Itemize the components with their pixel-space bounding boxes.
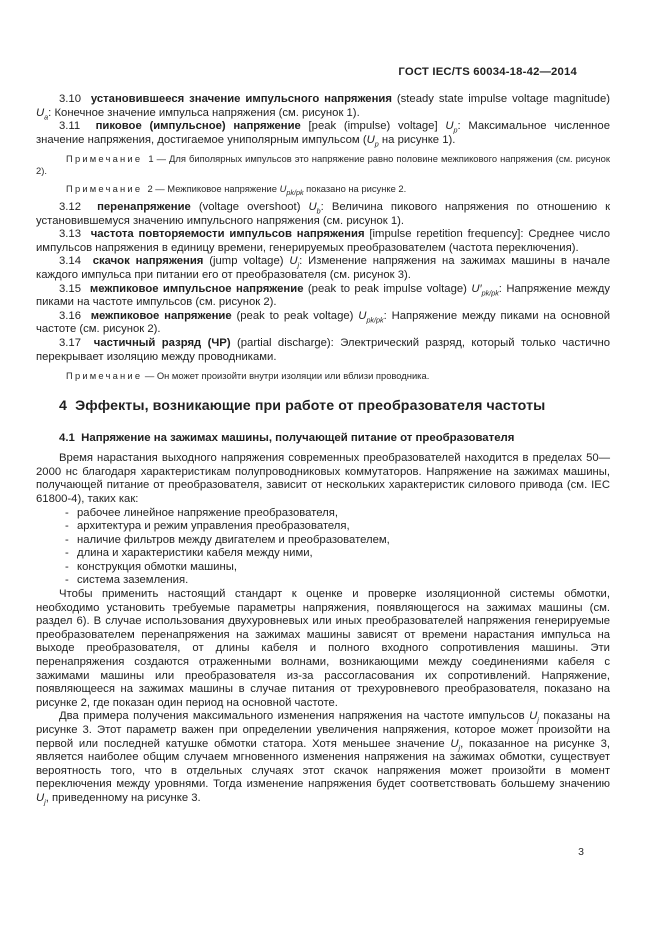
section-4-heading: 4 Эффекты, возникающие при работе от преобразователя частоты [59,398,546,415]
list-bullet: - [65,574,69,587]
list-item-text: наличие фильтров между двигателем и преобразователем, [77,533,390,546]
running-header: ГОСТ IEC/TS 60034-18-42—2014 [398,66,577,78]
clause-3-10: 3.10 установившееся значение импульсного напряжения (steady state impulse voltage magnitude) $U_a$: Конечное значение импульса напряжения (см. рисунок 1). [36,93,611,121]
clause-3-17: 3.17 частичный разряд (ЧР) (partial discharge): Электрический разряд, который только частично перекрывает изоляцию между проводниками. [36,337,610,363]
list-bullet: - [65,520,69,533]
list-item [36,574,610,588]
clause-3-16: 3.16 межпиковое напряжение (peak to peak voltage) $U_{pk/pk}$: Напряжение между пиками на основной частоте (см. рисунок 2). [36,309,611,336]
clause-3-13: 3.13 частота повторяемости импульсов напряжения [impulse repetition frequency]: Среднее число импульсов напряжения в единицу времени, генерируемых преобразователем (частота переключения). [36,228,611,254]
para-4-1-jump-voltage: Два примера получения максимального изменения напряжения на частоте импульсов $U_j$ показаны на рисунке 3. Этот параметр важен при определении увеличения напряжения, которое может произойти на первой или последней катушке обмотки статора. Хотя меньшее значение $U_j$, показанное на рисунке 3, является наиболее общим случаем мгновенного изменения напряжения на зажимах обмотки, существует вероятность того, что в отдельных случаях этот скачок напряжения может произойти в момент переключения между уровнями. Тогда изменение напряжения будет соответствовать большему значению $U_j$, приведенному на рисунке 3. [36,710,610,807]
list-bullet: - [65,506,69,519]
list-item-text: конструкция обмотки машины, [77,560,237,573]
para-4-1-overvoltages: Чтобы применить настоящий стандарт к оценке и проверке изоляционной системы обмотки, необходимо установить требуемые параметры напряжения, появляющегося на зажимах машины (см. раздел 6). В случае использования двухуровневых или иных преобразователей напряжения генерируемые преобразователем перенапряжения на зажимах машины зависят от времени нарастания импульса на выходе преобразователя, от длины кабеля и полного входного сопротивления машины. Эти перенапряжения создаются отраженными волнами, возникающими между соединениями кабеля с зажимами машины или преобразователя из-за рассогласования их сопротивлений. Напряжение, появляющееся на зажимах машины в случае питания от трехуровневого преобразователя, показано на рисунке 2, где показан один период на основной частоте. [36,588,610,709]
note-1: Примечание 1 — Для биполярных импульсов это напряжение равно половине межпикового напряжения (см. рисунок 2). [36,153,610,177]
note-3: Примечание — Он может произойти внутри изоляции или вблизи проводника. [66,370,430,382]
clause-3-14: 3.14 скачок напряжения (jump voltage) $U_j$: Изменение напряжения на зажимах машины в начале каждого импульса при питании его от преобразователя (см. рисунок 3). [36,255,611,282]
note-2: Примечание 2 — Межпиковое напряжение $U_{pk/pk}$ показано на рисунке 2. [66,183,407,198]
clause-3-15: 3.15 межпиковое импульсное напряжение (peak to peak impulse voltage) $U'_{pk/pk}$: Напряжение между пиками на частоте импульсов (см. рисунок 2). [36,282,611,309]
para-4-1-intro: Время нарастания выходного напряжения современных преобразователей находится в пределах 50—2000 нс благодаря характеристикам полупроводниковых коммутаторов. Напряжение на зажимах машины, получающей питание от преобразователя, зависит от нескольких характеристик силового привода (см. IEC 61800-4), таких как: [36,452,610,505]
list-item-text: рабочее линейное напряжение преобразователя, [77,506,338,519]
list-item-text: длина и характеристики кабеля между ними, [77,547,313,560]
list-item [36,534,610,548]
list-item [36,561,610,575]
clause-3-12: 3.12 перенапряжение (voltage overshoot) $U_b$: Величина пикового напряжения по отношению к установившемуся значению импульсного напряжения (см. рисунок 1). [36,201,611,227]
list-item-text: архитектура и режим управления преобразователя, [77,520,350,533]
list-bullet: - [65,547,69,560]
page-number: 3 [578,846,584,858]
list-item-text: система заземления. [77,574,189,587]
clause-3-11: 3.11 пиковое (импульсное) напряжение [peak (impulse) voltage] $U_p$: Максимальное численное значение напряжения, достигаемое униполярным импульсом ($U_p$ на рисунке 1). [36,120,610,149]
list-item [36,507,610,521]
list-bullet: - [65,560,69,573]
list-bullet: - [65,533,69,546]
list-item [36,547,610,561]
section-4-1-heading: 4.1 Напряжение на зажимах машины, получающей питание от преобразователя [59,432,515,445]
list-item [36,520,610,534]
document-content [36,93,610,806]
